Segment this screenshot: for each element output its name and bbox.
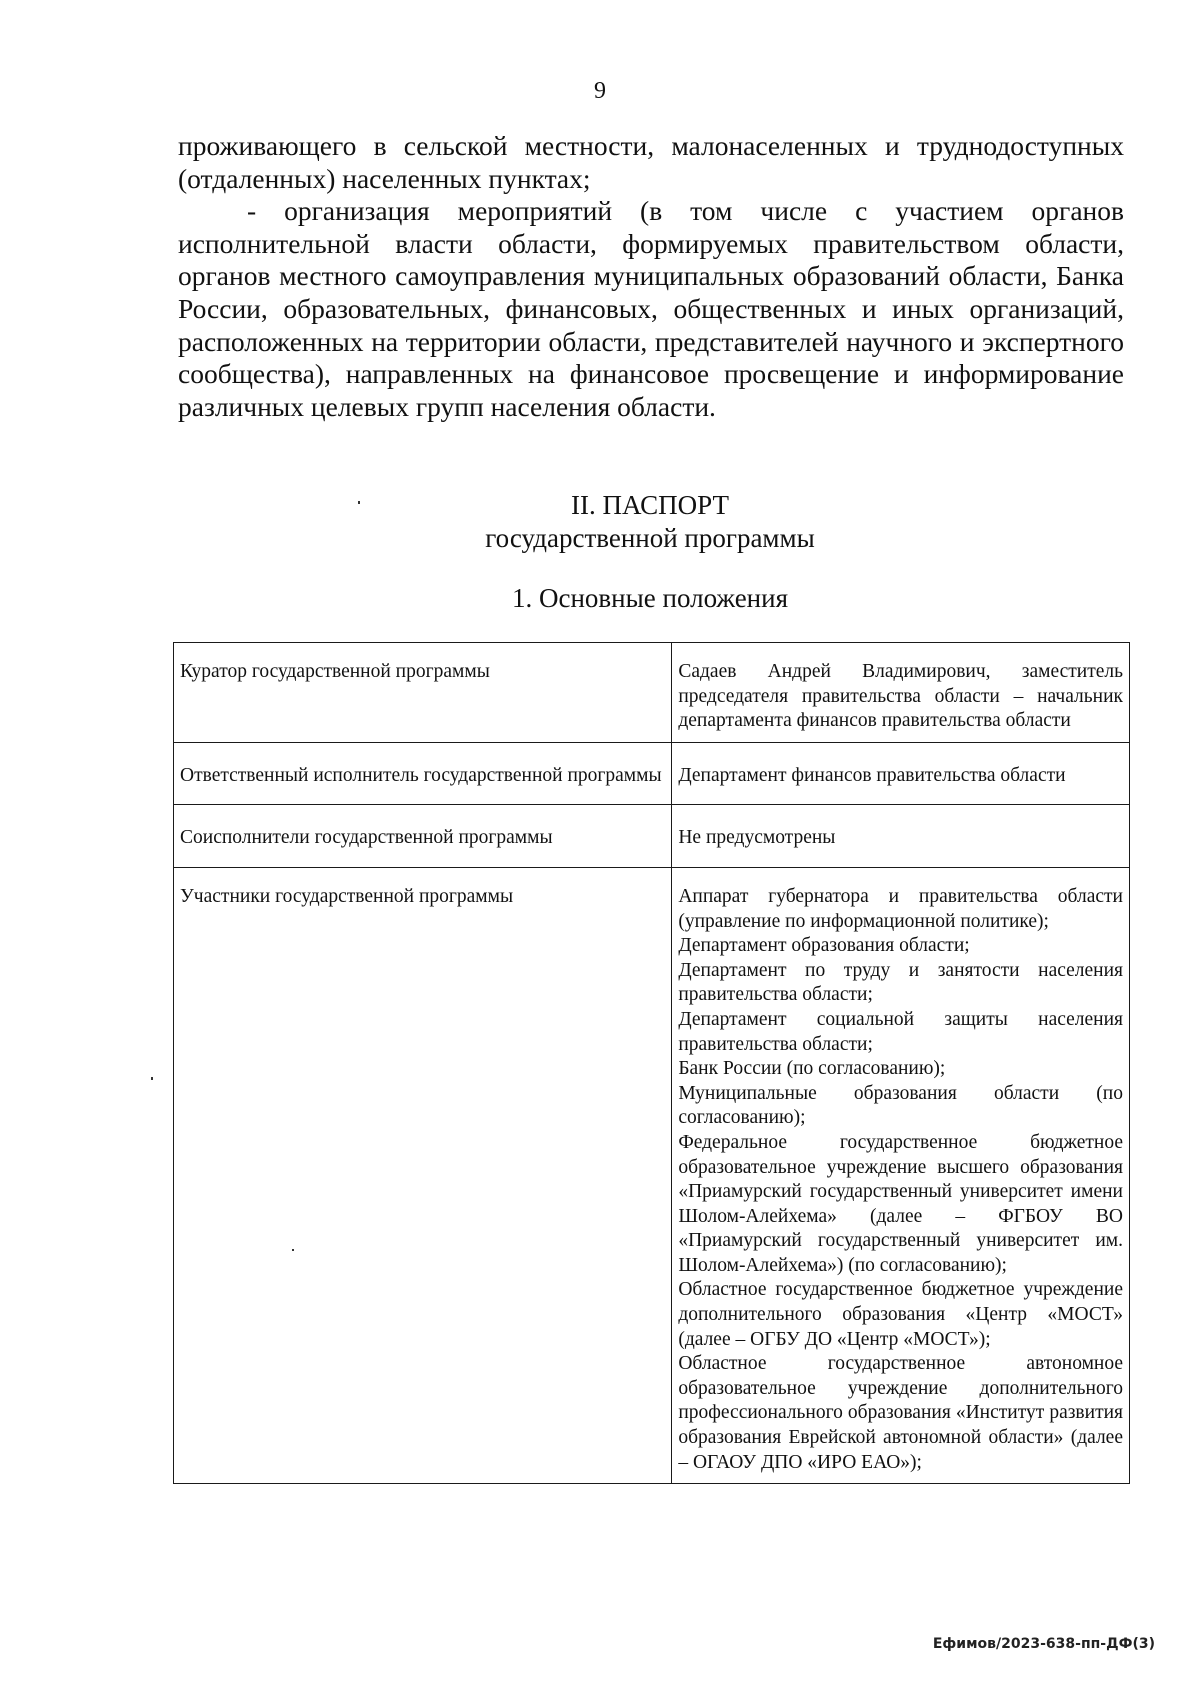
passport-table [173,642,1130,1484]
table-cell-label: Участники государственной программы [174,867,672,1483]
table-cell-value-list [672,867,1130,1483]
table-cell-label: Соисполнители государственной программы [174,805,672,868]
intro-text [178,130,1124,423]
participant-item: Муниципальные образования области (по согласованию); [678,1082,1123,1129]
participant-item: Федеральное государственное бюджетное образовательное учреждение высшего образования «Приамурский государственный университет имени Шолом-Алейхема» (далее – ФГБОУ ВО «Приамурский государственный университет им. Шолом-Алейхема») (по согласованию); [678,1131,1123,1276]
participant-item: Департамент по труду и занятости населения правительства области; [678,959,1123,1006]
scan-speck [358,501,360,504]
scan-speck [292,1249,294,1251]
intro-paragraph-1: проживающего в сельской местности, малонаселенных и труднодоступных (отдаленных) населенных пунктах; [178,130,1124,194]
section-title: II. ПАСПОРТ [571,490,729,520]
participant-item: Департамент социальной защиты населения правительства области; [678,1008,1123,1055]
table-cell-label: Куратор государственной программы [174,643,672,743]
participant-item: Областное государственное автономное образовательное учреждение дополнительного профессионального образования «Институт развития образования Еврейской автономной области» (далее – ОГАОУ ДПО «ИРО ЕАО»); [678,1353,1123,1473]
table-row [174,742,1130,805]
participant-item: Областное государственное бюджетное учреждение дополнительного образования «Центр «МОСТ» (далее – ОГБУ ДО «Центр «МОСТ»); [678,1279,1123,1350]
page-number: 9 [594,78,606,104]
table-cell-value: Садаев Андрей Владимирович, заместитель председателя правительства области – начальник департамента финансов правительства области [672,643,1130,743]
intro-paragraph-2: - организация мероприятий (в том числе с участием органов исполнительной власти области, формируемых правительством области, органов местного самоуправления муниципальных образований области, Банка России, образовательных, финансовых, общественных и иных организаций, расположенных на территории области, представителей научного и экспертного сообщества), направленных на финансовое просвещение и информирование различных целевых групп населения области. [178,195,1124,422]
table-cell-label: Ответственный исполнитель государственной программы [174,742,672,805]
table-cell-value: Департамент финансов правительства области [672,742,1130,805]
participant-item: Департамент образования области; [678,935,970,957]
table-row [174,805,1130,868]
footer-document-code: Ефимов/2023-638-пп-ДФ(3) [932,1636,1155,1652]
table-cell-value: Не предусмотрены [672,805,1130,868]
participant-item: Банк России (по согласованию); [678,1058,946,1080]
table-row [174,867,1130,1483]
subsection-title: 1. Основные положения [512,583,788,613]
table-row [174,643,1130,743]
section-heading [0,489,1200,555]
scan-speck [151,1077,153,1080]
participant-item: Аппарат губернатора и правительства области (управление по информационной политике); [678,885,1123,932]
section-title-subline: государственной программы [485,523,815,553]
